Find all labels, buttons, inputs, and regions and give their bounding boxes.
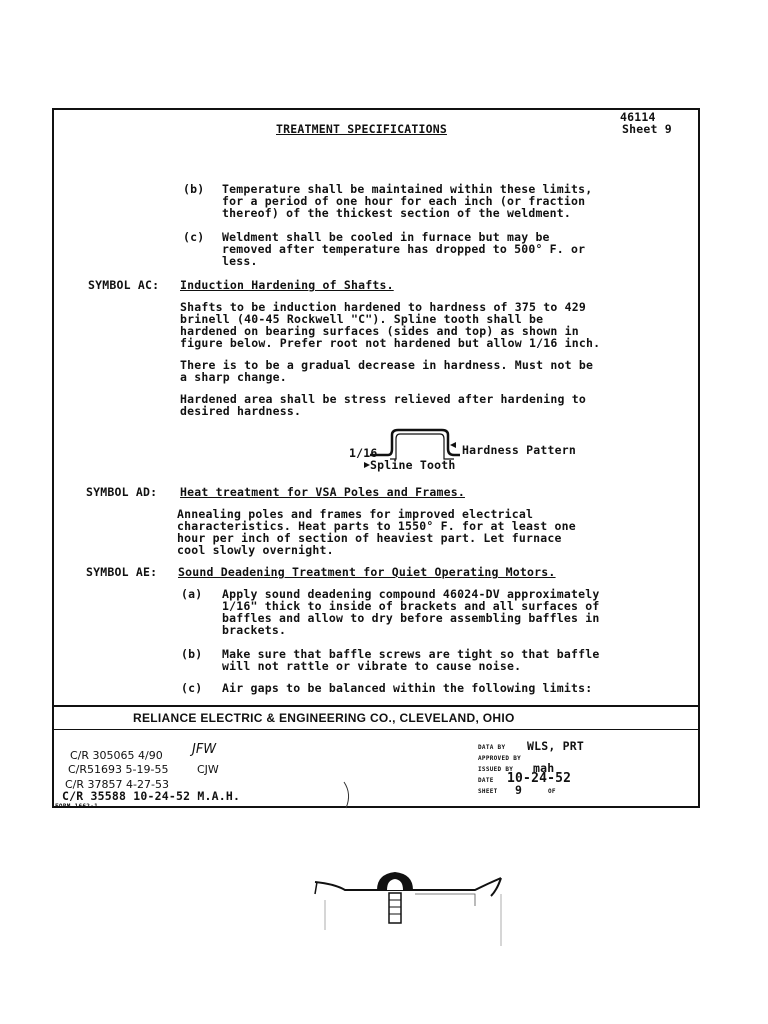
paragraph-line: cool slowly overnight.: [177, 543, 334, 557]
revision-line: C/R 305065 4/90: [70, 749, 163, 762]
item-line: Air gaps to be balanced within the following limits:: [222, 681, 593, 695]
paragraph-line: hardened on bearing surfaces (sides and top) as shown in: [180, 324, 579, 338]
paragraph-line: Hardened area shall be stress relieved after hardening to: [180, 392, 587, 406]
item-line: brackets.: [222, 623, 287, 637]
date-value: 10-24-52: [507, 771, 572, 786]
item-mark: (c): [181, 681, 203, 695]
sheet-label: SHEET: [478, 788, 498, 795]
approved-by-label: APPROVED BY: [478, 755, 522, 762]
paragraph-line: Shafts to be induction hardened to hardness of 375 to 429: [180, 300, 587, 314]
data-by-value: WLS, PRT: [527, 739, 584, 753]
issued-by-value: mah: [533, 761, 555, 775]
dimension-label: 1/16: [349, 446, 378, 460]
item-line: Weldment shall be cooled in furnace but may be: [222, 230, 550, 244]
page-title: TREATMENT SPECIFICATIONS: [276, 122, 447, 136]
item-line: removed after temperature has dropped to 500° F. or: [222, 242, 586, 256]
footer-rule-top: [52, 705, 700, 707]
item-line: for a period of one hour for each inch (or fraction: [222, 194, 586, 208]
revision-initials: JFW: [192, 742, 217, 757]
form-number: FORM 1662-1: [55, 803, 99, 810]
item-line: less.: [222, 254, 258, 268]
symbol-ae-label: SYMBOL AE:: [86, 565, 158, 579]
symbol-ac-label: SYMBOL AC:: [88, 278, 160, 292]
item-line: 1/16" thick to inside of brackets and all surfaces of: [222, 599, 600, 613]
paragraph-line: There is to be a gradual decrease in hardness. Must not be: [180, 358, 594, 372]
paragraph-line: desired hardness.: [180, 404, 302, 418]
data-by-label: DATA BY: [478, 744, 506, 751]
symbol-ae-heading: Sound Deadening Treatment for Quiet Operating Motors.: [178, 565, 556, 579]
symbol-ac-heading: Induction Hardening of Shafts.: [180, 278, 394, 292]
symbol-ad-heading: Heat treatment for VSA Poles and Frames.: [180, 485, 465, 499]
item-mark: (b): [183, 182, 205, 196]
item-line: thereof) of the thickest section of the weldment.: [222, 206, 572, 220]
company-name: RELIANCE ELECTRIC & ENGINEERING CO., CLEVELAND, OHIO: [133, 711, 515, 725]
revision-initials: CJW: [197, 763, 219, 776]
paragraph-line: a sharp change.: [180, 370, 287, 384]
revision-line: C/R51693 5-19-55: [68, 763, 169, 776]
of-label: OF: [548, 788, 556, 795]
bracket-illustration: [305, 860, 515, 950]
paragraph-line: figure below. Prefer root not hardened but allow 1/16 inch.: [180, 336, 601, 350]
hardness-pattern-label: Hardness Pattern: [462, 443, 576, 457]
item-mark: (c): [183, 230, 205, 244]
revision-line: C/R 37857 4-27-53: [65, 778, 169, 791]
sheet-number: Sheet 9: [622, 122, 672, 136]
paragraph-line: Annealing poles and frames for improved electrical: [177, 507, 534, 521]
sheet-value: 9: [515, 783, 523, 797]
symbol-ad-label: SYMBOL AD:: [86, 485, 158, 499]
revision-line: C/R 35588 10-24-52 M.A.H.: [62, 789, 241, 803]
item-line: Make sure that baffle screws are tight so that baffle: [222, 647, 600, 661]
spline-tooth-label: Spline Tooth: [370, 458, 456, 472]
issued-by-label: ISSUED BY: [478, 766, 514, 773]
date-label: DATE: [478, 777, 494, 784]
item-mark: (a): [181, 587, 203, 601]
item-line: Temperature shall be maintained within these limits,: [222, 182, 593, 196]
pattern-arrow: [450, 442, 456, 448]
document-number: 46114: [620, 110, 656, 124]
paragraph-line: hour per inch of section of heaviest part. Let furnace: [177, 531, 562, 545]
item-line: Apply sound deadening compound 46024-DV approximately: [222, 587, 600, 601]
item-line: will not rattle or vibrate to cause noise.: [222, 659, 522, 673]
footer-rule-bottom: [52, 729, 700, 730]
paragraph-line: brinell (40-45 Rockwell "C"). Spline tooth shall be: [180, 312, 544, 326]
paragraph-line: characteristics. Heat parts to 1550° F. for at least one: [177, 519, 576, 533]
spline-tooth-outline: [390, 434, 454, 459]
item-line: baffles and allow to dry before assembling baffles in: [222, 611, 600, 625]
item-mark: (b): [181, 647, 203, 661]
scan-mark: [340, 780, 360, 810]
